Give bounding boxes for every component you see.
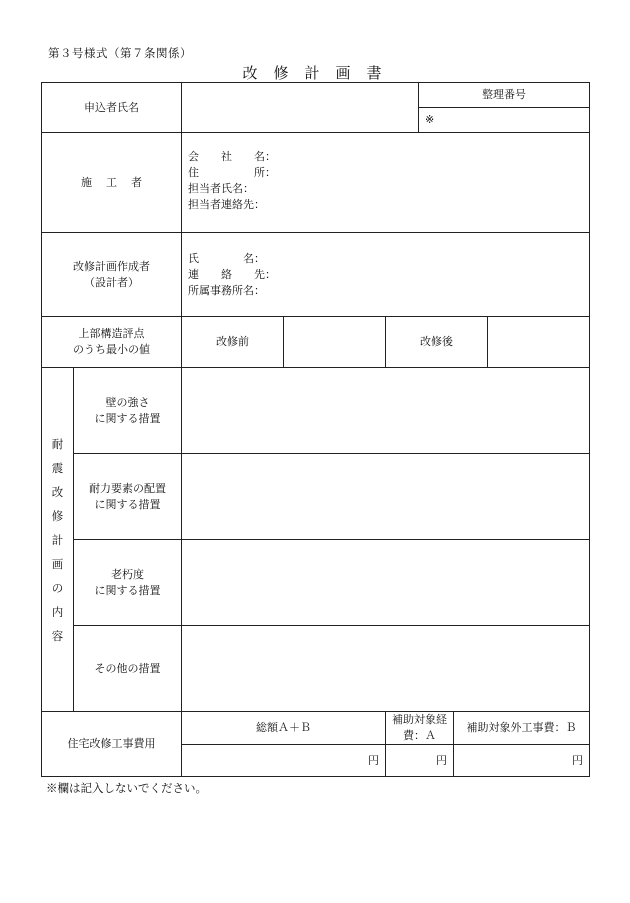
wall-strength-field[interactable] [182,368,590,454]
vertical-char: 計 [51,532,64,547]
non-subsidized-cost-header: 補助対象外工事費：Ｂ [454,712,590,745]
wall-strength-label [74,368,182,454]
bearing-element-layout-label [74,454,182,540]
applicant-name-field[interactable] [182,83,419,133]
deterioration-field[interactable] [182,540,590,626]
before-renovation-label: 改修前 [182,317,284,368]
vertical-char: 画 [51,556,64,571]
title-text: 改修計画書 [242,64,398,82]
renovation-plan-form [41,82,590,777]
contractor-fields[interactable] [182,133,590,233]
vertical-char: 修 [51,508,64,523]
measure-line1: 老朽度 [111,567,144,581]
after-renovation-value[interactable] [488,317,590,368]
yen-unit: 円 [572,753,583,767]
measure-line1: 耐力要素の配置 [89,481,166,495]
reference-number-field [419,108,590,133]
measure-line1: 壁の強さ [105,395,150,409]
reference-number-label: 整理番号 [419,83,590,108]
other-measures-label [74,626,182,712]
seismic-plan-vertical-text [51,432,65,648]
after-renovation-label: 改修後 [386,317,488,368]
total-cost-field[interactable] [182,745,386,777]
bearing-element-layout-field[interactable] [182,454,590,540]
measure-line1: その他の措置 [94,661,161,675]
vertical-char: 震 [51,460,64,475]
seismic-plan-label [42,368,74,712]
yen-unit: 円 [436,753,447,767]
form-number-label: 第３号様式（第７条関係） [48,46,192,60]
measure-line2: に関する措置 [94,497,161,511]
planner-name-field[interactable]: 氏 名： [188,252,265,265]
structural-score-line2: のうち最小の値 [73,343,150,356]
vertical-char: 内 [51,604,64,619]
company-name-field[interactable]: 会 社 名： [188,150,276,163]
address-field[interactable]: 住 所： [188,166,276,179]
contact-info-field[interactable]: 担当者連絡先： [188,198,265,211]
measure-line2: に関する措置 [94,411,161,425]
footnote: ※欄は記入しないでください。 [46,781,207,795]
contractor-label [42,133,182,233]
contact-person-field[interactable]: 担当者氏名： [188,182,254,195]
deterioration-label [74,540,182,626]
vertical-char: 容 [51,628,64,643]
planner-fields[interactable] [182,233,590,317]
other-measures-field[interactable] [182,626,590,712]
contractor-label-text: 施工者 [81,175,156,189]
document-title [0,62,630,83]
subsidized-cost-field[interactable] [386,745,454,777]
subsidized-cost-header: 補助対象経費：Ａ [386,712,454,745]
non-subsidized-cost-field[interactable] [454,745,590,777]
applicant-name-label: 申込者氏名 [42,83,182,133]
measure-line2: に関する措置 [94,583,161,597]
yen-unit: 円 [368,753,379,767]
vertical-char: 耐 [51,436,64,451]
total-cost-header: 総額Ａ＋Ｂ [182,712,386,745]
planner-office-field[interactable]: 所属事務所名： [188,284,265,297]
vertical-char: の [51,580,64,595]
structural-score-label [42,317,182,368]
structural-score-line1: 上部構造評点 [78,327,145,340]
planner-contact-field[interactable]: 連 絡 先： [188,268,276,281]
vertical-char: 改 [51,484,64,499]
planner-label-line2: （設計者） [84,275,139,289]
office-use-mark: ※ [425,113,435,126]
renovation-cost-label: 住宅改修工事費用 [42,712,182,777]
planner-label-line1: 改修計画作成者 [73,259,150,273]
before-renovation-value[interactable] [284,317,386,368]
planner-label [42,233,182,317]
